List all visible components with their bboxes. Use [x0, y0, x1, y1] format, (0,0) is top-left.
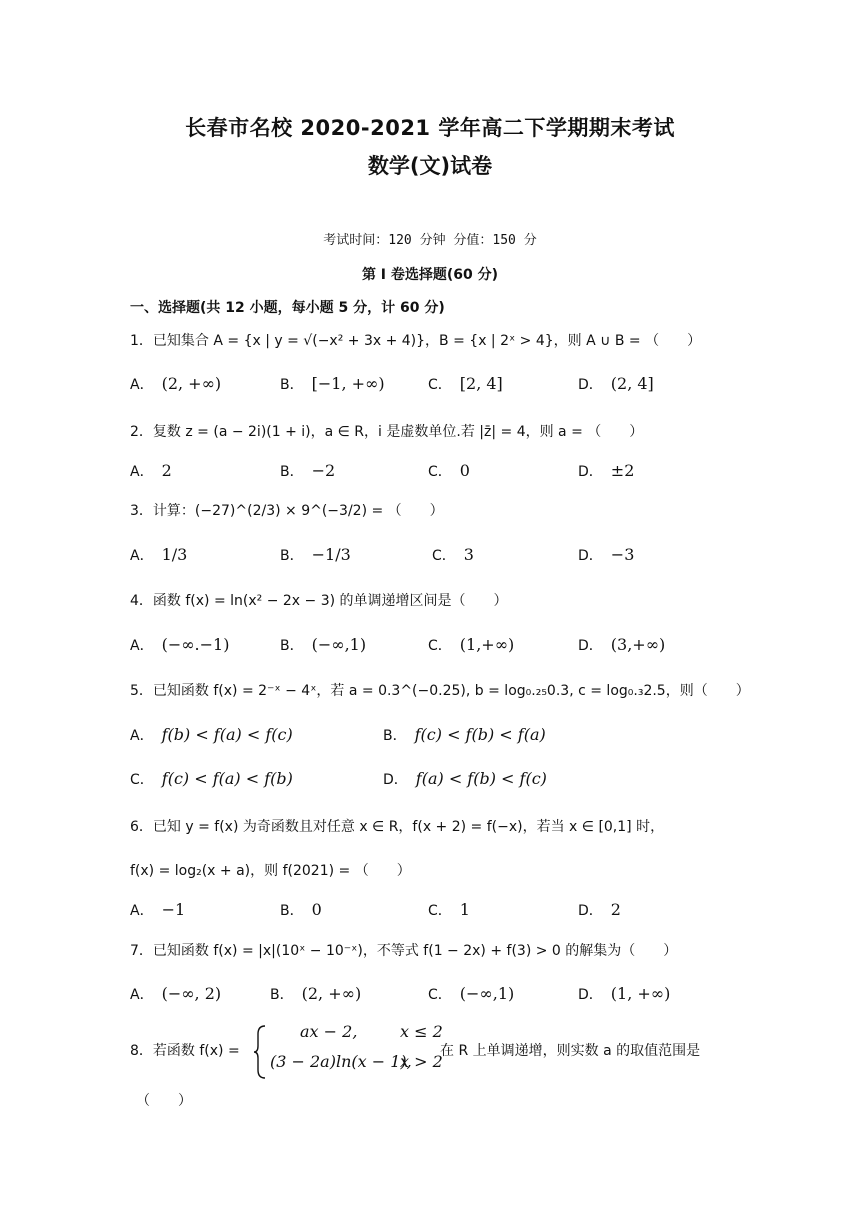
option-a: A． f(b) < f(a) < f(c): [130, 725, 293, 744]
option-c: C． f(c) < f(a) < f(b): [130, 769, 293, 788]
question-number: 3．: [130, 503, 153, 519]
option-c: C． [2, 4]: [428, 374, 503, 393]
option-d: D． 2: [578, 900, 621, 919]
question-4: [130, 590, 508, 610]
option-c: C． 1: [428, 900, 470, 919]
option-c: C． (−∞,1): [428, 984, 515, 1003]
question-8-prefix: [130, 1040, 240, 1060]
option-b: B． (−∞,1): [280, 635, 367, 654]
question-7: [130, 940, 677, 960]
question-text: 复数 z = (a − 2i)(1 + i)，a ∈ R，i 是虚数单位.若 |z̄| = 4，则 a = （ ）: [152, 424, 644, 440]
option-c: C． (1,+∞): [428, 635, 515, 654]
exam-info: 考试时间：120 分钟 分值：150 分: [323, 233, 537, 248]
option-b: B． [−1, +∞): [280, 374, 385, 393]
option-a: A． (−∞, 2): [130, 984, 222, 1003]
question-number: 5．: [130, 683, 153, 699]
question-number: 7．: [130, 943, 153, 959]
option-d: D． (2, 4]: [578, 374, 654, 393]
option-b: B． −2: [280, 461, 336, 480]
option-d: D． ±2: [578, 461, 635, 480]
option-a: A． (2, +∞): [130, 374, 222, 393]
piecewise-case-1-cond: x ≤ 2: [400, 1022, 443, 1041]
question-text: 已知 y = f(x) 为奇函数且对任意 x ∈ R，f(x + 2) = f(−x)，若当 x ∈ [0,1] 时，: [152, 819, 665, 835]
question-text: 已知函数 f(x) = |x|(10ˣ − 10⁻ˣ)，不等式 f(1 − 2x) + f(3) > 0 的解集为（ ）: [152, 943, 678, 959]
section-title: 一、选择题(共 12 小题，每小题 5 分，计 60 分): [130, 300, 445, 316]
option-b: B． f(c) < f(b) < f(a): [383, 725, 546, 744]
option-c: C． 0: [428, 461, 470, 480]
question-number: 6．: [130, 819, 153, 835]
option-a: A． 2: [130, 461, 172, 480]
part-title: 第 I 卷选择题(60 分): [361, 267, 499, 283]
question-text: f(x) = log₂(x + a)，则 f(2021) = （ ）: [130, 863, 411, 879]
question-text: 函数 f(x) = ln(x² − 2x − 3) 的单调递增区间是（ ）: [152, 593, 508, 609]
question-5: [130, 680, 750, 700]
piecewise-case-2-cond: x > 2: [400, 1052, 443, 1071]
option-b: B． 0: [280, 900, 322, 919]
question-number: 2．: [130, 424, 153, 440]
brace-icon: [252, 1024, 268, 1080]
answer-paren: （ ）: [136, 1093, 192, 1109]
option-c: C． 3: [432, 545, 474, 564]
option-d: D． f(a) < f(b) < f(c): [383, 769, 547, 788]
question-text: 计算：(−27)^(2/3) × 9^(−3/2) = （ ）: [152, 503, 444, 519]
option-d: D． (3,+∞): [578, 635, 666, 654]
piecewise-case-2-expr: (3 − 2a)ln(x − 1),: [270, 1052, 412, 1071]
question-text: 若函数 f(x) =: [152, 1043, 240, 1059]
option-a: A． −1: [130, 900, 186, 919]
question-text: 已知函数 f(x) = 2⁻ˣ − 4ˣ，若 a = 0.3^(−0.25), b = log₀.₂₅0.3, c = log₀.₃2.5，则（ ）: [152, 683, 750, 699]
piecewise-case-1-expr: ax − 2,: [300, 1022, 358, 1041]
question-3: [130, 500, 444, 520]
option-a: A． (−∞.−1): [130, 635, 230, 654]
question-8-suffix: 在 R 上单调递增，则实数 a 的取值范围是: [440, 1043, 701, 1059]
option-b: B． (2, +∞): [270, 984, 362, 1003]
question-6-continued: [130, 860, 411, 880]
question-1: [130, 330, 701, 350]
question-6: [130, 816, 664, 836]
option-a: A． 1/3: [130, 545, 188, 564]
question-2: [130, 421, 643, 441]
question-number: 8．: [130, 1043, 153, 1059]
option-b: B． −1/3: [280, 545, 351, 564]
question-number: 4．: [130, 593, 153, 609]
exam-title: 长春市名校 2020-2021 学年高二下学期期末考试: [185, 116, 675, 140]
option-d: D． −3: [578, 545, 635, 564]
option-d: D． (1, +∞): [578, 984, 671, 1003]
exam-subtitle: 数学(文)试卷: [367, 154, 493, 178]
question-text: 已知集合 A = {x | y = √(−x² + 3x + 4)}，B = {x | 2ˣ > 4}，则 A ∪ B = （ ）: [152, 333, 702, 349]
question-number: 1．: [130, 333, 153, 349]
